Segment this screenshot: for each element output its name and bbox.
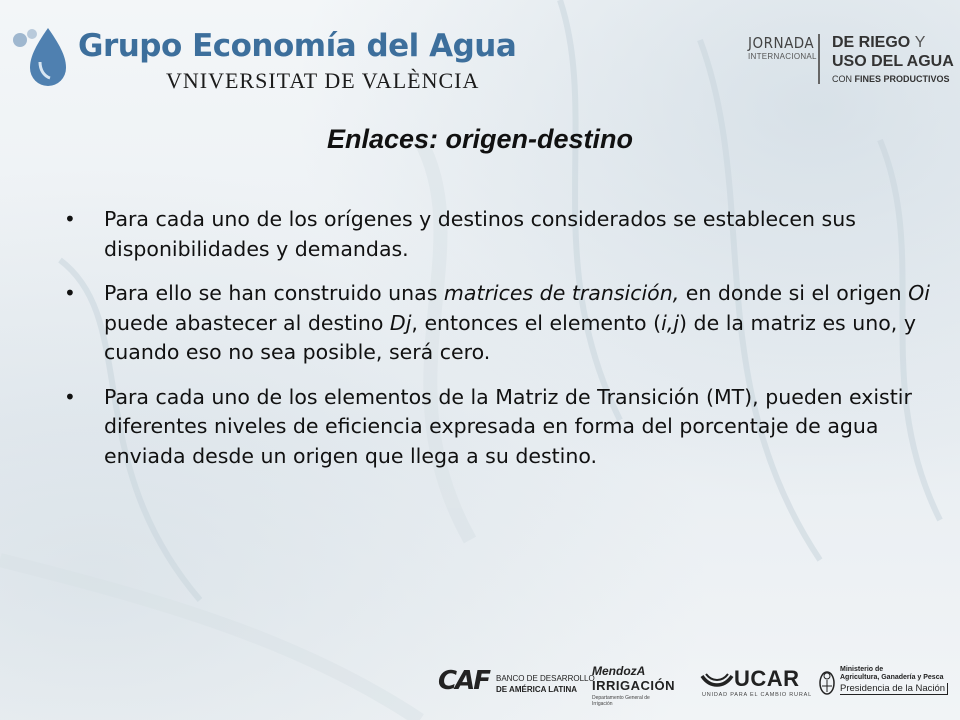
caf-line2: DE AMÉRICA LATINA xyxy=(496,685,578,694)
ucar-logo xyxy=(700,666,820,702)
fines-bold: FINES PRODUCTIVOS xyxy=(854,74,950,84)
water-drops-icon xyxy=(10,22,74,92)
bullet-text: Para cada uno de los elementos de la Matriz de Transición (MT), pueden existir diferentes niveles de eficiencia expresada en forma del porcentaje de agua enviada desde un origen que llega a su destino. xyxy=(104,384,912,468)
bullet-italic-text: Oi xyxy=(908,281,930,305)
bullet-item xyxy=(64,205,944,264)
logo-title: Grupo Economía del Agua xyxy=(78,28,517,64)
bullet-italic-text: Dj xyxy=(389,310,412,335)
ministerio-line1: Ministerio de xyxy=(840,666,884,673)
fines-prefix: CON xyxy=(832,74,852,84)
de-riego-y: Y xyxy=(914,34,926,51)
ucar-name: UCAR xyxy=(734,666,800,691)
national-seal-icon xyxy=(818,668,836,698)
bullet-text: Para ello se han construido unas xyxy=(104,281,444,305)
de-riego-label xyxy=(832,34,925,52)
jornada-riego-logo xyxy=(748,30,954,94)
logo-subtitle: VNIVERSITAT DE VALÈNCIA xyxy=(166,68,480,93)
bullet-text: Para cada uno de los orígenes y destinos considerados se establecen sus disponibilidades y demandas. xyxy=(104,207,856,261)
ministerio-logo xyxy=(818,666,950,704)
ministerio-line2: Agricultura, Ganadería y Pesca xyxy=(840,674,944,681)
caf-logo xyxy=(438,666,595,700)
bullet-text: en donde si el origen xyxy=(679,281,909,305)
bullet-text: ) de la matriz es uno, y cuando eso no sea posible, será cero. xyxy=(104,310,916,364)
mendoza-line1: MendozA xyxy=(592,664,646,678)
bullet-text: puede abastecer al destino xyxy=(104,310,390,335)
ministerio-line3: Presidencia de la Nación xyxy=(840,683,948,695)
slide-title: Enlaces: origen-destino xyxy=(326,124,634,154)
fines-productivos-label xyxy=(832,74,950,84)
bullet-italic-text: matrices de transición, xyxy=(443,281,680,305)
jornada-label: JORNADA xyxy=(748,34,815,52)
footer-logos xyxy=(430,660,950,710)
caf-line1: BANCO DE DESARROLLO xyxy=(496,674,595,683)
logo-divider xyxy=(818,34,820,84)
bullet-list xyxy=(64,205,944,486)
bullet-text: , entonces el elemento ( xyxy=(411,310,662,335)
bullet-item xyxy=(64,279,944,368)
uso-del-agua-label: USO DEL AGUA xyxy=(832,53,954,70)
caf-mark: CAF xyxy=(438,666,489,696)
internacional-label: INTERNACIONAL xyxy=(748,52,817,61)
mendoza-irrigacion-logo xyxy=(592,664,682,707)
mendoza-line3: Departamento General de Irrigación xyxy=(592,695,650,707)
ucar-tagline: UNIDAD PARA EL CAMBIO RURAL xyxy=(702,692,812,698)
de-riego-bold: DE RIEGO xyxy=(832,34,911,51)
grupo-economia-agua-logo xyxy=(10,22,517,100)
ucar-swoosh-icon xyxy=(700,670,734,688)
mendoza-line2: IRRIGACIÓN xyxy=(592,678,675,693)
bullet-item xyxy=(64,383,944,472)
bullet-italic-text: i,j xyxy=(661,310,680,335)
